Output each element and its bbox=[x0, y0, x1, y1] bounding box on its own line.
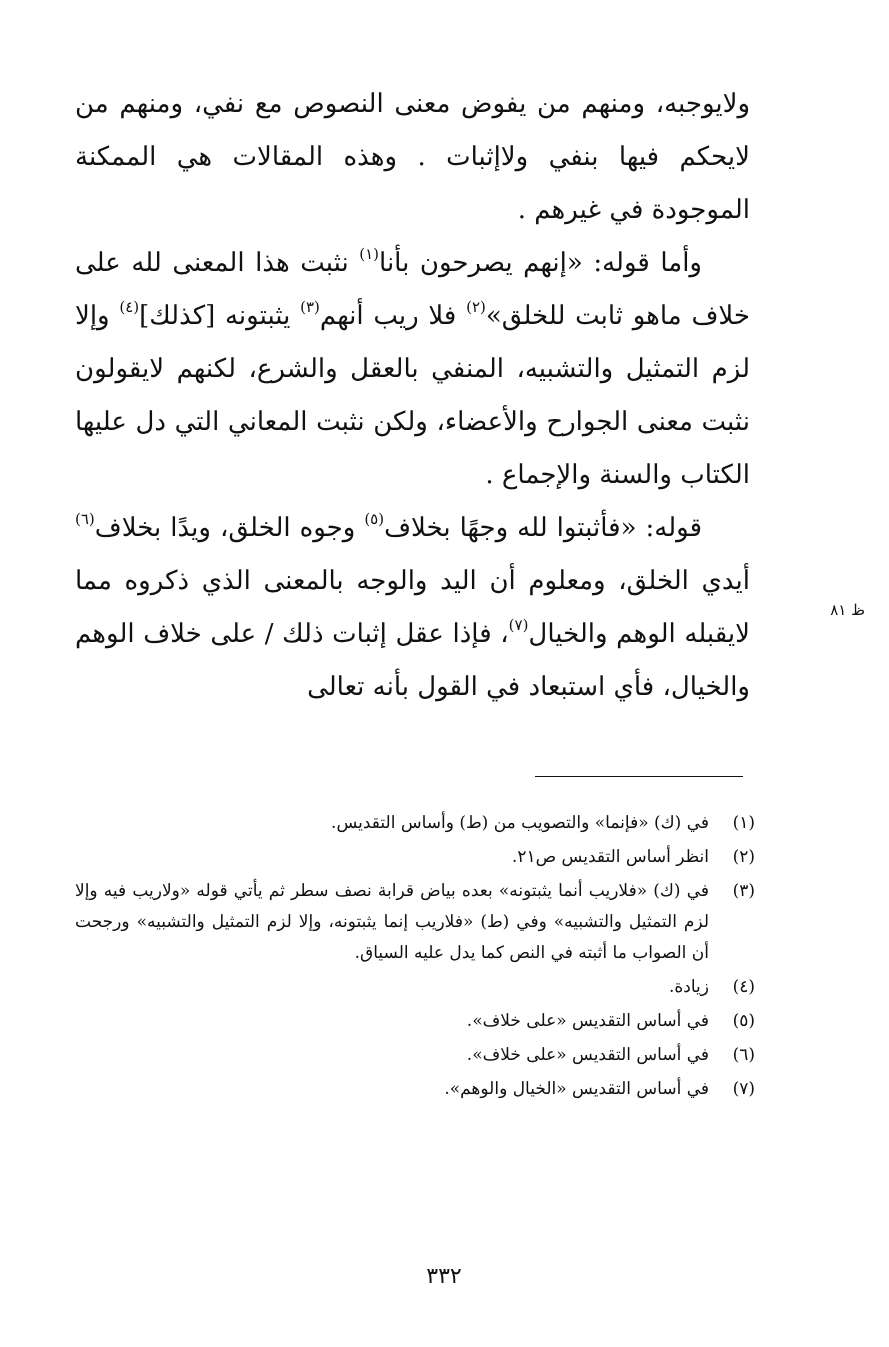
footnote-marker-6[interactable]: (٦) bbox=[75, 510, 95, 529]
footnote-text: في أساس التقديس «الخيال والوهم». bbox=[444, 1079, 709, 1099]
footnote-number: (٢) bbox=[732, 847, 755, 867]
footnote-6 bbox=[75, 1040, 755, 1071]
paragraph-3 bbox=[75, 502, 750, 714]
paragraph-2-segment-5: وإلا لزم التمثيل والتشبيه، المنفي بالعقل والشرع، لكنهم لايقولون نثبت معنى الجوارح والأعضاء، ولكن نثبت المعاني التي دل عليها الكتاب والسنة والإجماع . bbox=[75, 301, 750, 490]
paragraph-3-segment-2: وجوه الخلق، ويدًا بخلاف bbox=[94, 513, 365, 543]
footnote-number: (٣) bbox=[732, 881, 755, 901]
footnote-4 bbox=[75, 972, 755, 1003]
paragraph-3-segment-1: قوله: «فأثبتوا لله وجهًا بخلاف bbox=[384, 513, 702, 543]
footnote-number: (٤) bbox=[732, 977, 755, 997]
footnote-3 bbox=[75, 876, 755, 969]
footnote-number: (١) bbox=[732, 813, 755, 833]
footnote-text: في (ك) «فإنما» والتصويب من (ط) وأساس التقديس. bbox=[331, 813, 709, 833]
paragraph-1: ولايوجبه، ومنهم من يفوض معنى النصوص مع نفي، ومنهم من لايحكم فيها بنفي ولاإثبات . وهذه المقالات هي الممكنة الموجودة في غيرهم . bbox=[75, 89, 750, 225]
footnote-marker-7[interactable]: (٧) bbox=[508, 616, 529, 635]
footnote-text: في (ك) «فلاريب أنما يثبتونه» بعده بياض قرابة نصف سطر ثم يأتي قوله «ولاريب فيه وإلا لزم التمثيل والتشبيه» وفي (ط) «فلاريب إنما يثبتونه، وإلا لزم التمثيل والتشبيه» ورجحت أن الصواب ما أثبته في النص كما يدل عليه السياق. bbox=[75, 881, 709, 963]
footnotes-section bbox=[75, 808, 755, 1108]
footnote-number: (٧) bbox=[732, 1079, 755, 1099]
footnote-marker-2[interactable]: (٢) bbox=[466, 298, 486, 317]
footnote-marker-1[interactable]: (١) bbox=[359, 245, 380, 264]
paragraph-2-segment-1: وأما قوله: «إنهم يصرحون بأنا bbox=[379, 248, 702, 278]
footnote-2 bbox=[75, 842, 755, 873]
page-number: ٣٣٢ bbox=[426, 1264, 462, 1289]
footnote-marker-4[interactable]: (٤) bbox=[119, 298, 140, 317]
footnote-text: انظر أساس التقديس ص٢١. bbox=[511, 847, 709, 867]
footnote-text: زيادة. bbox=[668, 977, 709, 997]
manuscript-folio-note: ظ ٨١ bbox=[830, 601, 865, 619]
paragraph-2-segment-3: فلا ريب أنهم bbox=[319, 301, 467, 331]
footnote-number: (٥) bbox=[732, 1011, 755, 1031]
footnote-7 bbox=[75, 1074, 755, 1105]
footnote-text: في أساس التقديس «على خلاف». bbox=[466, 1011, 709, 1031]
paragraph-2 bbox=[75, 237, 750, 502]
footnote-text: في أساس التقديس «على خلاف». bbox=[466, 1045, 709, 1065]
main-text-body bbox=[75, 78, 750, 714]
footnote-marker-5[interactable]: (٥) bbox=[364, 510, 385, 529]
footnote-1 bbox=[75, 808, 755, 839]
footnote-5 bbox=[75, 1006, 755, 1037]
footnote-number: (٦) bbox=[732, 1045, 755, 1065]
footnote-marker-3[interactable]: (٣) bbox=[300, 298, 320, 317]
paragraph-3-segment-3: أيدي الخلق، ومعلوم أن اليد والوجه بالمعنى الذي ذكروه مما لايقبله الوهم والخيال bbox=[75, 566, 750, 649]
paragraph-2-segment-4: يثبتونه [كذلك] bbox=[139, 301, 301, 331]
paragraph-2-segment-2: نثبت هذا المعنى لله على خلاف ماهو ثابت للخلق» bbox=[75, 248, 750, 331]
paragraph-3-segment-4: ، فإذا عقل إثبات ذلك / على خلاف الوهم والخيال، فأي استبعاد في القول بأنه تعالى bbox=[75, 619, 750, 702]
footnote-separator bbox=[535, 776, 743, 777]
